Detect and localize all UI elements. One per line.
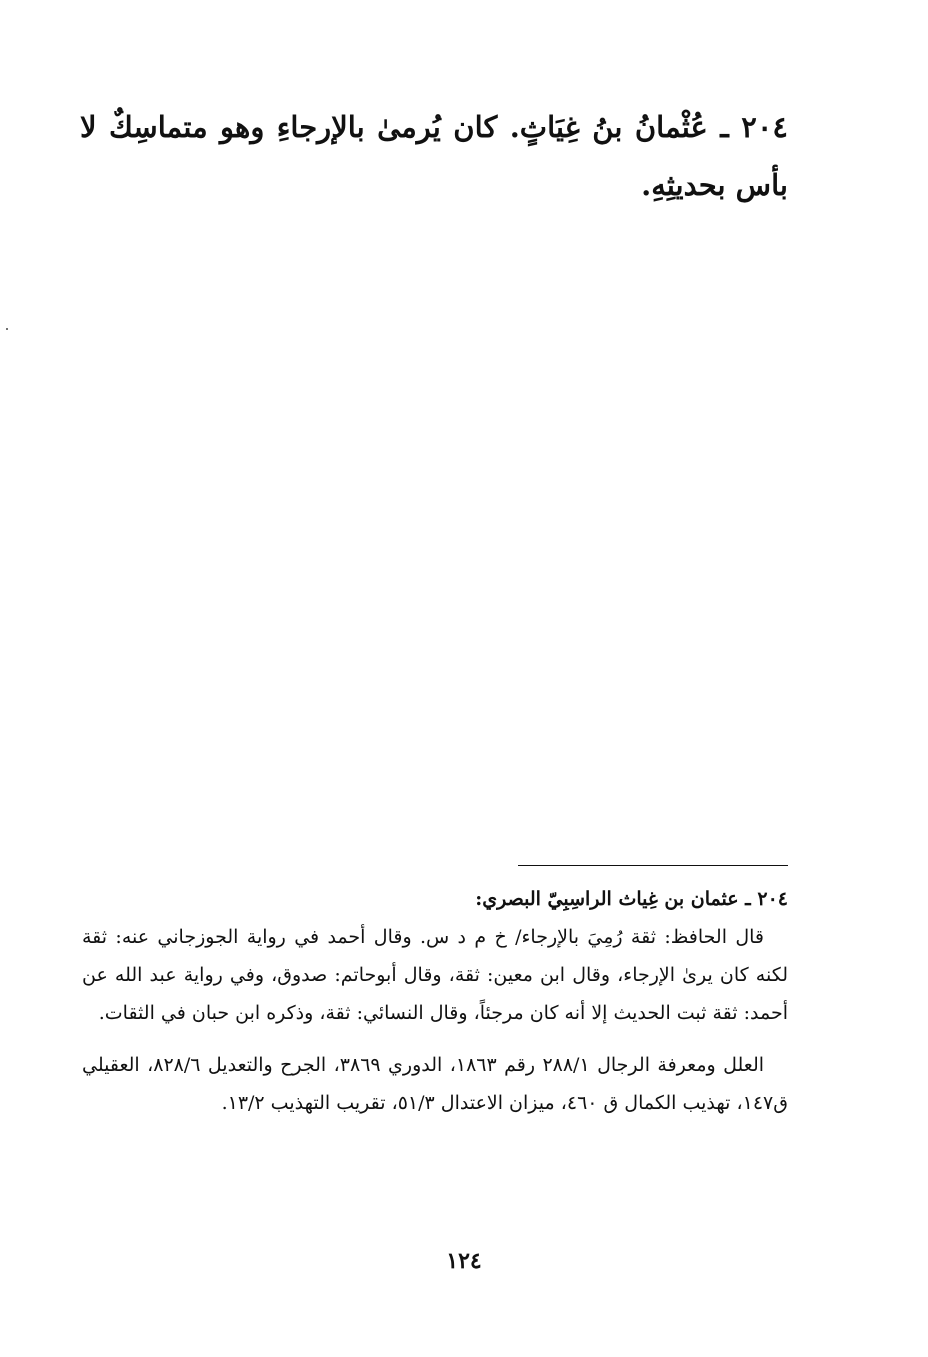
entry-dash: ـ (720, 110, 729, 144)
entry-text: عُثْمانُ بنُ غِيَاثٍ. كان يُرمىٰ بالإرجاءِ وهو متماسِكٌ لا بأس بحديثِهِ. (80, 110, 788, 202)
footnote-separator (518, 865, 788, 866)
footnote-references: العلل ومعرفة الرجال ٢٨٨/١ رقم ١٨٦٣، الدوري ٣٨٦٩، الجرح والتعديل ٨٢٨/٦، العقيلي ق١٤٧، تهذيب الكمال ق ٤٦٠، ميزان الاعتدال ٥١/٣، تقريب التهذيب ١٣/٢. (82, 1054, 788, 1114)
footnote-body: قال الحافظ: ثقة رُمِيَ بالإرجاء/ خ م د س. وقال أحمد في رواية الجوزجاني عنه: ثقة لكنه كان يرىٰ الإرجاء، وقال ابن معين: ثقة، وقال أبوحاتم: صدوق، وفي رواية عبد الله عن أحمد: ثقة ثبت الحديث إلا أنه كان مرجئاً، وقال النسائي: ثقة، وذكره ابن حبان في الثقات. (82, 926, 788, 1024)
scan-speck (6, 328, 8, 330)
page-number: ١٢٤ (446, 1248, 482, 1274)
footnote (82, 880, 788, 1122)
main-entry (80, 98, 788, 214)
footnote-heading: ٢٠٤ ـ عثمان بن غِياث الراسِبِيّ البصري: (475, 888, 788, 910)
entry-number: ٢٠٤ (741, 110, 788, 144)
